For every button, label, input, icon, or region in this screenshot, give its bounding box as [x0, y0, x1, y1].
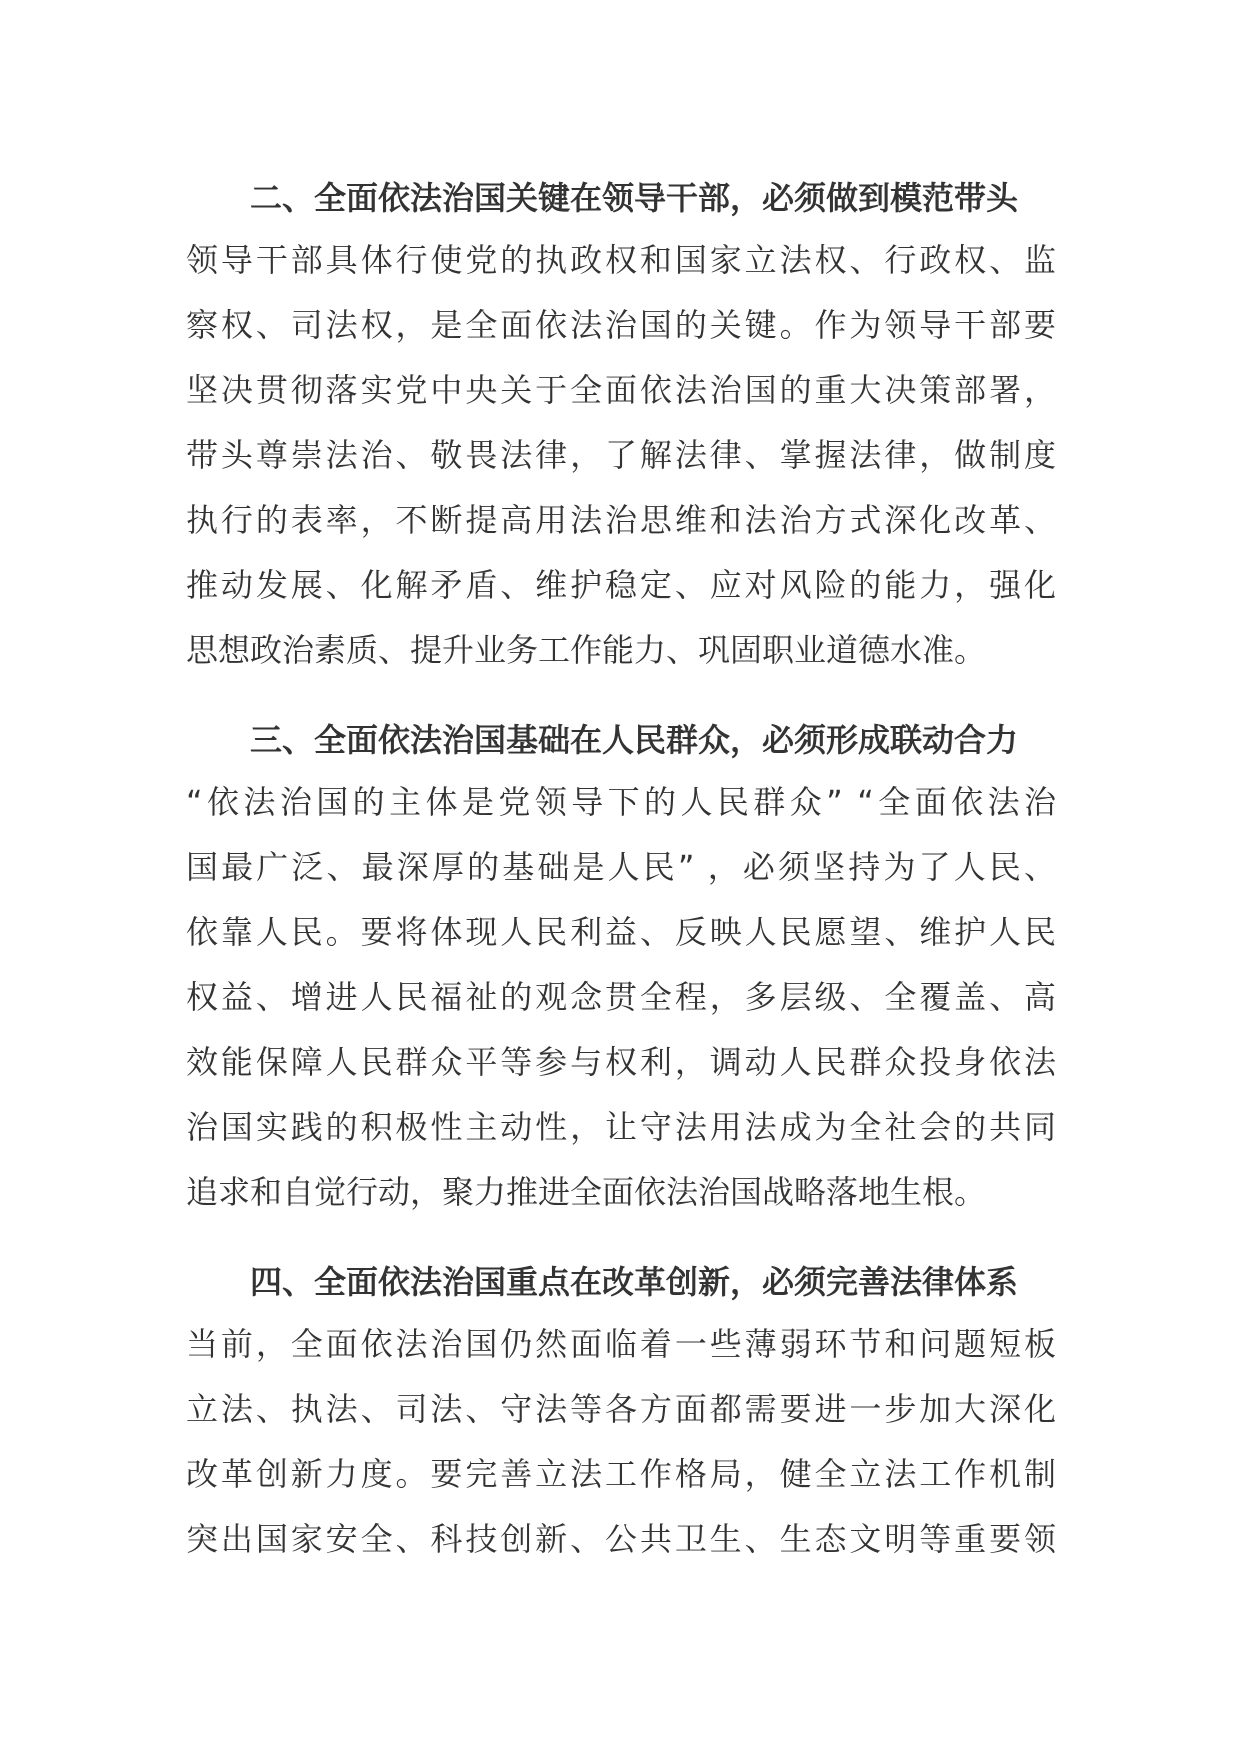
- section-2: [186, 168, 1056, 683]
- paragraph-line: 立法、执法、司法、守法等各方面都需要进一步加大深化: [186, 1390, 1056, 1428]
- section-heading: 二、全面依法治国关键在领导干部，必须做到模范带头: [250, 179, 1019, 217]
- paragraph-line: 带头尊崇法治、敬畏法律，了解法律、掌握法律，做制度: [186, 436, 1056, 474]
- paragraph-line: 思想政治素质、提升业务工作能力、巩固职业道德水准。: [186, 631, 987, 669]
- paragraph-line: 追求和自觉行动，聚力推进全面依法治国战略落地生根。: [186, 1173, 987, 1211]
- section-heading: 三、全面依法治国基础在人民群众，必须形成联动合力: [250, 721, 1019, 759]
- section-4: [186, 1252, 1056, 1572]
- paragraph-line: 效能保障人民群众平等参与权利，调动人民群众投身依法: [186, 1043, 1056, 1081]
- paragraph-line: 察权、司法权，是全面依法治国的关键。作为领导干部要: [186, 306, 1056, 344]
- paragraph-line: 改革创新力度。要完善立法工作格局，健全立法工作机制: [186, 1455, 1056, 1493]
- paragraph-line: 国最广泛、最深厚的基础是人民” ，必须坚持为了人民、: [186, 848, 1056, 886]
- paragraph-line: 权益、增进人民福祉的观念贯全程，多层级、全覆盖、高: [186, 978, 1056, 1016]
- section-heading: 四、全面依法治国重点在改革创新，必须完善法律体系: [250, 1263, 1019, 1301]
- paragraph-line: 领导干部具体行使党的执政权和国家立法权、行政权、监: [186, 241, 1056, 279]
- paragraph-line: 当前，全面依法治国仍然面临着一些薄弱环节和问题短板: [186, 1325, 1056, 1363]
- paragraph-line: 推动发展、化解矛盾、维护稳定、应对风险的能力，强化: [186, 566, 1056, 604]
- paragraph-line: 依靠人民。要将体现人民利益、反映人民愿望、维护人民: [186, 913, 1056, 951]
- paragraph-line: 坚决贯彻落实党中央关于全面依法治国的重大决策部署，: [186, 371, 1056, 409]
- document-body: [186, 168, 1056, 1599]
- paragraph-line: 执行的表率，不断提高用法治思维和法治方式深化改革、: [186, 501, 1056, 539]
- paragraph-line: “依法治国的主体是党领导下的人民群众” “全面依法治: [186, 783, 1056, 821]
- paragraph-line: 突出国家安全、科技创新、公共卫生、生态文明等重要领: [186, 1520, 1056, 1558]
- section-3: [186, 710, 1056, 1225]
- paragraph-line: 治国实践的积极性主动性，让守法用法成为全社会的共同: [186, 1108, 1056, 1146]
